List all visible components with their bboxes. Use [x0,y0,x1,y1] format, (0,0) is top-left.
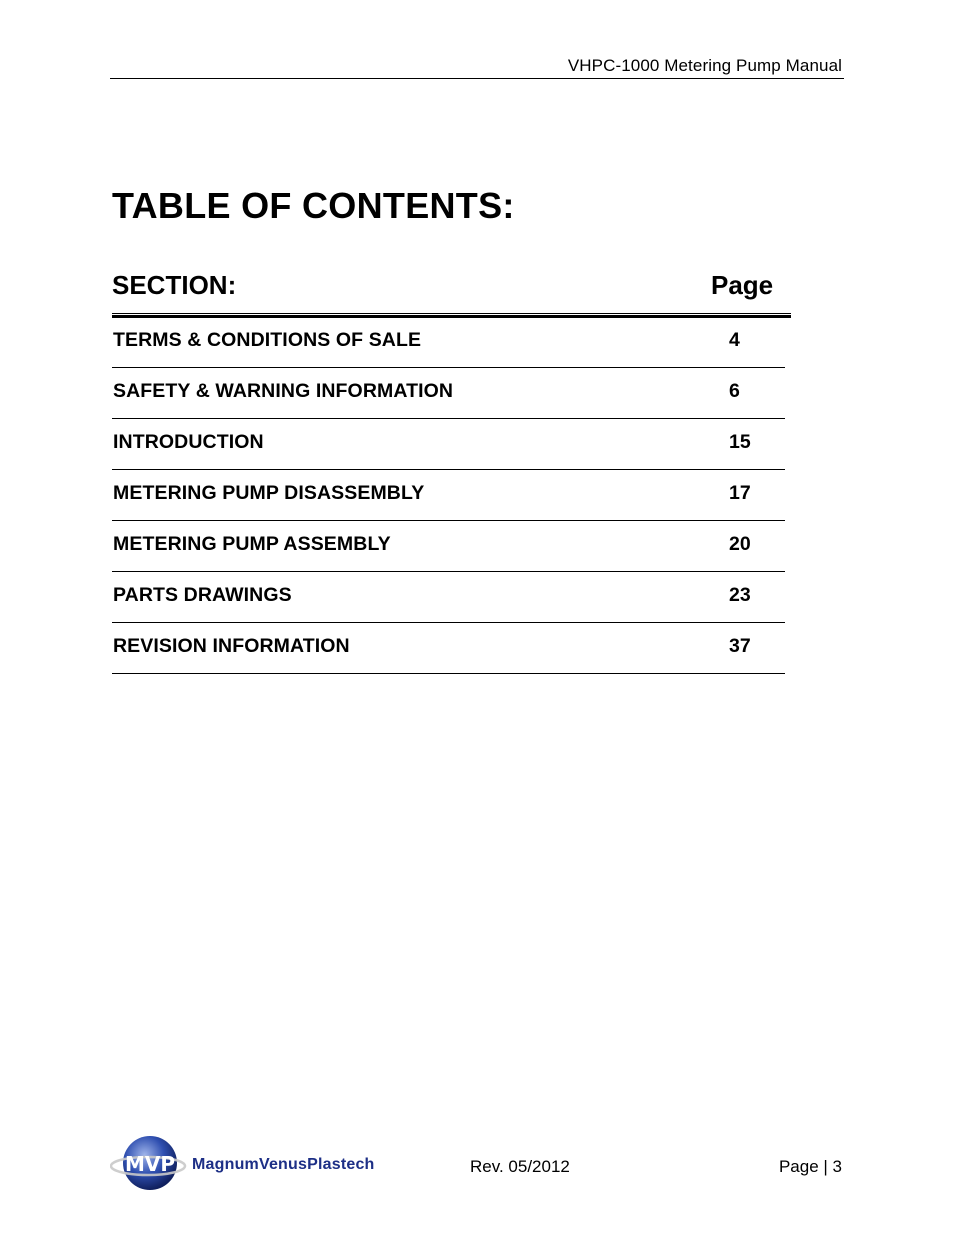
toc-label: PARTS DRAWINGS [113,584,292,606]
logo-company-name: MagnumVenusPlastech [192,1156,375,1173]
toc-label: INTRODUCTION [113,431,264,453]
section-column-heading: SECTION: [112,270,237,300]
toc-label: METERING PUMP DISASSEMBLY [113,482,425,504]
toc-row[interactable] [112,419,785,470]
toc-label: TERMS & CONDITIONS OF SALE [113,329,422,351]
toc-page-number: 20 [729,533,751,555]
toc-row[interactable] [112,521,785,572]
toc-page-number: 37 [729,635,751,657]
page-column-heading: Page [711,270,774,300]
toc-label: SAFETY & WARNING INFORMATION [113,380,454,402]
toc-label: REVISION INFORMATION [113,635,350,657]
toc-row[interactable] [112,572,785,623]
logo-initials: MVP [124,1152,176,1176]
header-manual-title: VHPC-1000 Metering Pump Manual [567,56,842,75]
mvp-globe-icon [110,1133,190,1193]
toc-row[interactable] [112,368,785,419]
toc-page-number: 6 [729,380,740,402]
toc-row[interactable] [112,470,785,521]
page-number: Page | 3 [778,1157,842,1176]
toc-label: METERING PUMP ASSEMBLY [113,533,391,555]
toc-page-number: 17 [729,482,751,504]
revision-text: Rev. 05/2012 [470,1157,570,1176]
toc-list [112,317,785,674]
toc-page-number: 4 [729,329,740,351]
header-rule [110,78,844,79]
toc-page-number: 15 [729,431,751,453]
page-title: TABLE OF CONTENTS: [112,185,515,226]
toc-page-number: 23 [729,584,751,606]
toc-row[interactable] [112,623,785,674]
toc-row[interactable] [112,317,785,368]
